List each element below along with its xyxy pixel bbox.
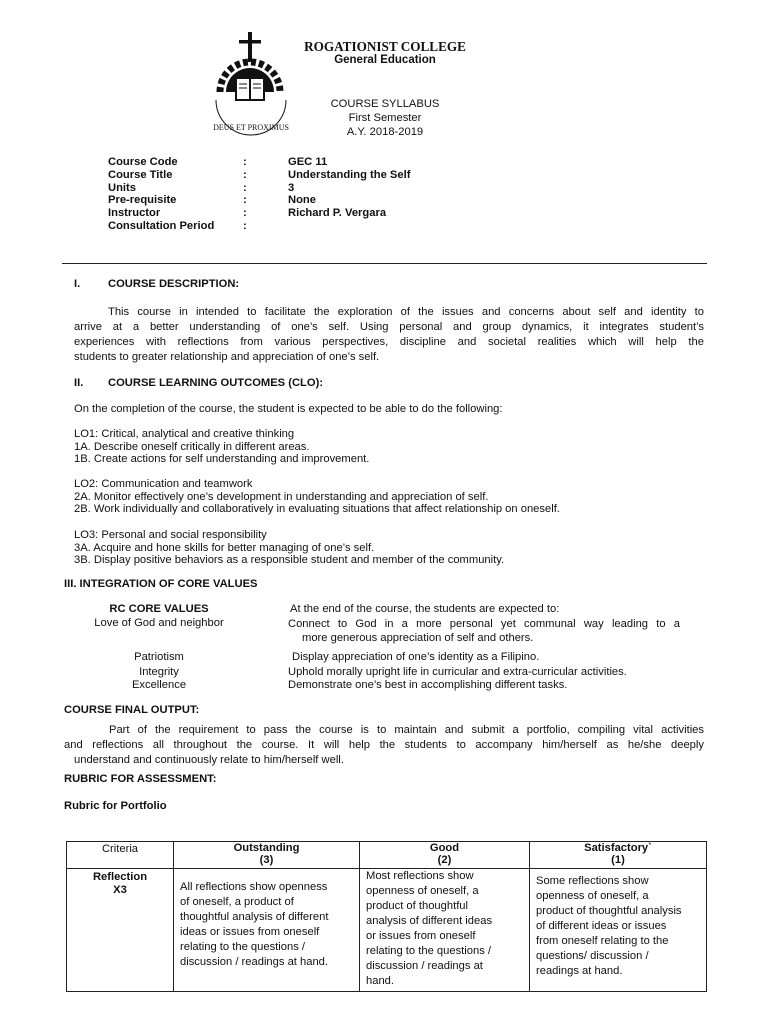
info-label: Consultation Period [108, 220, 215, 232]
core-value-name: Love of God and neighbor [94, 617, 224, 629]
clo-item: 1B. Create actions for self understanding and improvement. [74, 453, 370, 465]
header-points: (1) [611, 854, 625, 866]
header-criteria [67, 842, 174, 869]
clo-item: 3B. Display positive behaviors as a responsible student and member of the community. [74, 554, 505, 566]
rubric-subtitle: Rubric for Portfolio [64, 800, 167, 812]
semester: First Semester [348, 112, 422, 124]
core-value-name: Patriotism [134, 651, 184, 663]
clo-item: 2B. Work individually and collaboratively in evaluating situations that affect relationship on oneself. [74, 503, 560, 515]
rubric-cell-good [360, 869, 530, 992]
paragraph-line: students to greater relationship and appreciation of one’s self. [74, 351, 380, 363]
header-points: (3) [259, 854, 274, 866]
cell-line: from oneself relating to the [536, 935, 669, 947]
cell-line: or issues from oneself [366, 930, 476, 942]
section-heading-clo: COURSE LEARNING OUTCOMES (CLO): [108, 377, 324, 389]
info-label: Units [108, 182, 136, 194]
header-good [360, 842, 530, 869]
cell-line: of different ideas or issues [536, 920, 667, 932]
cell-line: analysis of different ideas [366, 915, 493, 927]
document-title: COURSE SYLLABUS [330, 98, 440, 110]
info-label: Course Code [108, 156, 178, 168]
department-name: General Education [334, 54, 436, 66]
clo-group-lo2 [74, 478, 560, 516]
rubric-criterion [67, 869, 174, 992]
cell-line: questions/ discussion / [536, 950, 649, 962]
info-value: Richard P. Vergara [288, 207, 387, 219]
course-description [74, 305, 704, 365]
table-row [67, 869, 707, 992]
info-value: 3 [288, 182, 295, 194]
section-heading-core-values: III. INTEGRATION OF CORE VALUES [64, 578, 258, 590]
paragraph-line: This course in intended to facilitate the exploration of the issues and concerns about self and identity to [108, 306, 704, 318]
info-colon: : [243, 207, 247, 219]
cell-line: openness of oneself, a [366, 885, 479, 897]
paragraph-line: experiences with reflections from various perspectives, discipline and societal realities which will help the [74, 336, 704, 348]
outcome-line: Connect to God in a more personal yet communal way leading to a [288, 618, 680, 630]
info-colon: : [243, 156, 247, 168]
cell-line: product of thoughtful analysis [536, 905, 682, 917]
info-colon: : [243, 182, 247, 194]
info-label: Instructor [108, 207, 161, 219]
college-name: ROGATIONIST COLLEGE [304, 39, 466, 54]
paragraph-line: Part of the requirement to pass the course is to maintain and submit a portfolio, compiling vital activities [109, 724, 704, 736]
header-name: Outstanding [233, 842, 300, 854]
clo-intro: On the completion of the course, the student is expected to be able to do the following: [74, 403, 503, 415]
info-label: Course Title [108, 169, 173, 181]
info-row-course-code [108, 156, 508, 169]
section-number: I. [74, 278, 81, 290]
core-values-outcome-header: At the end of the course, the students are expected to: [290, 603, 560, 615]
table-header-row [67, 842, 707, 869]
info-colon: : [243, 220, 247, 232]
info-value: GEC 11 [288, 156, 328, 168]
header-satisfactory [530, 842, 707, 869]
cell-line: All reflections show openness [180, 881, 328, 893]
cell-line: hand. [366, 975, 394, 987]
header-name: Good [429, 842, 460, 854]
paragraph-line: understand and continuously relate to him/herself well. [74, 754, 344, 766]
header-name: Satisfactory` [584, 842, 652, 854]
academic-year: A.Y. 2018-2019 [346, 126, 424, 138]
clo-item: 2A. Monitor effectively one’s development in understanding and appreciation of self. [74, 490, 489, 503]
core-values-header: RC CORE VALUES [109, 603, 209, 615]
cell-line: product of thoughtful [366, 900, 469, 912]
clo-item: LO3: Personal and social responsibility [74, 529, 267, 541]
section-heading-final-output: COURSE FINAL OUTPUT: [64, 704, 200, 716]
info-row-instructor [108, 207, 508, 220]
core-value-outcome [288, 617, 680, 645]
info-row-prerequisite [108, 194, 508, 207]
core-value-name: Integrity [139, 666, 179, 678]
cell-line: openness of oneself, a [536, 890, 649, 902]
section-heading-rubric: RUBRIC FOR ASSESSMENT: [64, 773, 217, 785]
info-colon: : [243, 169, 247, 181]
core-value-name: Excellence [131, 679, 187, 691]
header-name: Criteria [101, 843, 139, 855]
clo-item: LO2: Communication and teamwork [74, 478, 253, 490]
clo-item: 1A. Describe oneself critically in different areas. [74, 440, 310, 453]
criterion-name: Reflection [92, 871, 148, 883]
cell-line: relating to the questions / [366, 945, 492, 957]
cell-line: of oneself, a product of [180, 896, 294, 908]
criterion-weight: X3 [113, 884, 127, 896]
header-outstanding [174, 842, 360, 869]
clo-item: LO1: Critical, analytical and creative thinking [74, 428, 295, 440]
cell-line: relating to the questions / [180, 941, 306, 953]
syllabus-title-block [298, 97, 472, 139]
clo-group-lo3 [74, 529, 504, 567]
cell-line: Most reflections show [366, 870, 474, 882]
paragraph-line: arrive at a better understanding of one’s self. Using personal and group dynamics, it integrates student’s [74, 321, 704, 333]
college-logo [208, 30, 294, 142]
info-value: Understanding the Self [288, 169, 411, 181]
rubric-cell-outstanding [174, 869, 360, 992]
cell-line: Some reflections show [536, 875, 649, 887]
core-value-outcome: Uphold morally upright life in curricular and extra-curricular activities. [288, 666, 627, 678]
core-value-outcome: Display appreciation of one’s identity as a Filipino. [292, 651, 540, 663]
logo-motto: DEUS ET PROXIMUS [213, 123, 289, 132]
section-heading-description: COURSE DESCRIPTION: [108, 278, 240, 290]
cell-line: ideas or issues from oneself [180, 926, 320, 938]
cell-line: readings at hand. [536, 965, 623, 977]
info-label: Pre-requisite [108, 194, 177, 206]
info-row-course-title [108, 169, 508, 182]
rubric-table [66, 841, 707, 992]
rubric-cell-satisfactory [530, 869, 707, 992]
clo-group-lo1 [74, 428, 369, 466]
cell-line: discussion / readings at hand. [180, 956, 329, 968]
info-row-consultation [108, 220, 508, 233]
core-value-outcome: Demonstrate one’s best in accomplishing different tasks. [288, 679, 568, 691]
cell-line: discussion / readings at [366, 960, 483, 972]
info-colon: : [243, 194, 247, 206]
section-divider [62, 263, 707, 264]
final-output-paragraph [64, 723, 704, 768]
outcome-line: more generous appreciation of self and others. [302, 632, 534, 644]
section-number: II. [74, 377, 84, 389]
info-value: None [288, 194, 316, 206]
header-points: (2) [437, 854, 452, 866]
clo-item: 3A. Acquire and hone skills for better managing of one’s self. [74, 541, 375, 554]
cell-line: thoughtful analysis of different [180, 911, 329, 923]
paragraph-line: and reflections all throughout the course. It will help the students to accompany him/herself as he/she deeply [64, 739, 704, 751]
